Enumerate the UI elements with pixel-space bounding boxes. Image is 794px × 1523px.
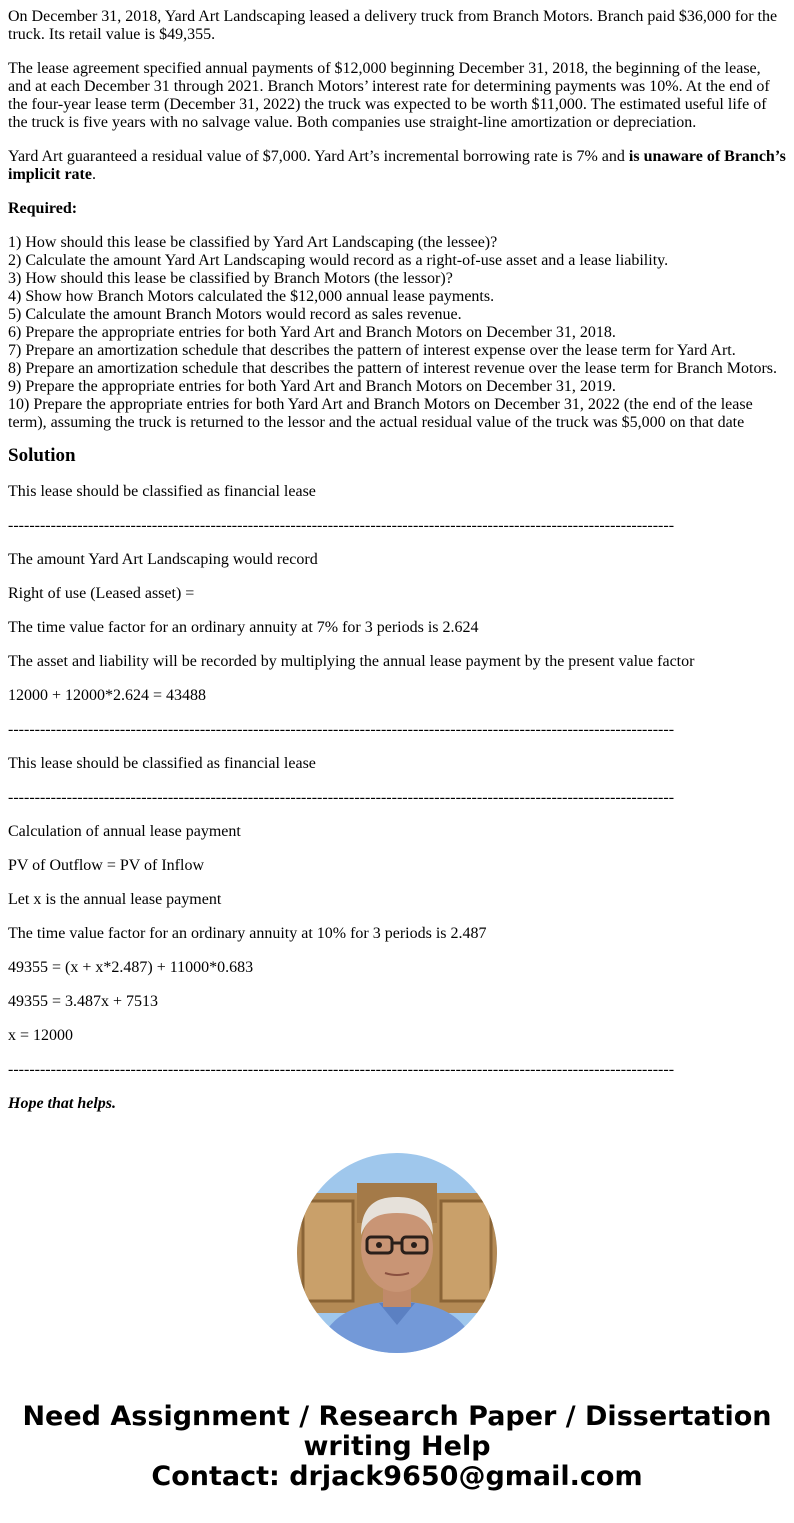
solution-line: The asset and liability will be recorded by multiplying the annual lease payment by the present value factor: [8, 653, 695, 670]
required-item: 8) Prepare an amortization schedule that describes the pattern of interest revenue over the lease term for Branch Motors.: [8, 360, 778, 377]
promo-banner: [0, 1402, 794, 1492]
solution-line: x = 12000: [8, 1027, 74, 1044]
required-item: 4) Show how Branch Motors calculated the $12,000 annual lease payments.: [8, 288, 495, 305]
required-item: 5) Calculate the amount Branch Motors would record as sales revenue.: [8, 306, 462, 323]
required-item: 7) Prepare an amortization schedule that describes the pattern of interest expense over the lease term for Yard Art.: [8, 342, 736, 359]
solution-line: Calculation of annual lease payment: [8, 823, 241, 840]
required-item: 1) How should this lease be classified by Yard Art Landscaping (the lessee)?: [8, 234, 498, 251]
required-label: Required:: [8, 200, 78, 217]
solution-line: 12000 + 12000*2.624 = 43488: [8, 687, 207, 704]
author-portrait-icon: [297, 1153, 497, 1353]
solution-line: The time value factor for an ordinary annuity at 10% for 3 periods is 2.487: [8, 925, 487, 942]
solution-line: PV of Outflow = PV of Inflow: [8, 857, 204, 874]
guarantee-text: Yard Art guaranteed a residual value of $7,000. Yard Art’s incremental borrowing rate is 7% and: [8, 148, 629, 165]
required-item: 9) Prepare the appropriate entries for both Yard Art and Branch Motors on December 31, 2019.: [8, 378, 616, 395]
solution-line: The time value factor for an ordinary annuity at 7% for 3 periods is 2.624: [8, 619, 479, 636]
promo-line: writing Help: [303, 1431, 491, 1462]
promo-line: Need Assignment / Research Paper / Dissertation: [22, 1401, 772, 1432]
divider: -----------------------------------------------------------------------------------------------------------------------------: [8, 721, 675, 738]
closing-line: Hope that helps.: [8, 1095, 117, 1112]
divider: -----------------------------------------------------------------------------------------------------------------------------: [8, 789, 675, 806]
divider: -----------------------------------------------------------------------------------------------------------------------------: [8, 1061, 675, 1078]
guarantee-end: .: [91, 166, 96, 183]
required-list: [8, 234, 786, 432]
solution-line: Let x is the annual lease payment: [8, 891, 222, 908]
required-item: 6) Prepare the appropriate entries for both Yard Art and Branch Motors on December 31, 2018.: [8, 324, 616, 341]
required-item: 3) How should this lease be classified by Branch Motors (the lessor)?: [8, 270, 453, 287]
solution-heading: Solution: [8, 445, 76, 466]
required-item: 10) Prepare the appropriate entries for both Yard Art and Branch Motors on December 31, 2022 (the end of the lease term), assuming the truck is returned to the lessor and the actual residual value of the truck was $5,000 on that date: [8, 396, 753, 431]
solution-line: 49355 = 3.487x + 7513: [8, 993, 159, 1010]
problem-guarantee: [8, 148, 786, 184]
solution-line: This lease should be classified as financial lease: [8, 483, 316, 500]
solution-line: The amount Yard Art Landscaping would record: [8, 551, 318, 568]
author-avatar: [297, 1153, 497, 1353]
guarantee-emphasis: is unaware of Branch’s implicit rate: [8, 148, 786, 183]
problem-intro: On December 31, 2018, Yard Art Landscaping leased a delivery truck from Branch Motors. Branch paid $36,000 for the truck. Its retail value is $49,355.: [8, 8, 778, 43]
solution-line: This lease should be classified as financial lease: [8, 755, 316, 772]
required-item: 2) Calculate the amount Yard Art Landscaping would record as a right-of-use asset and a lease liability.: [8, 252, 669, 269]
problem-terms: The lease agreement specified annual payments of $12,000 beginning December 31, 2018, the beginning of the lease, and at each December 31 through 2021. Branch Motors’ interest rate for determining payments was 10%. At the end of the four-year lease term (December 31, 2022) the truck was expected to be worth $11,000. The estimated useful life of the truck is five years with no salvage value. Both companies use straight-line amortization or depreciation.: [8, 60, 770, 131]
divider: -----------------------------------------------------------------------------------------------------------------------------: [8, 517, 675, 534]
solution-line: 49355 = (x + x*2.487) + 11000*0.683: [8, 959, 254, 976]
solution-line: Right of use (Leased asset) =: [8, 585, 195, 602]
promo-contact: Contact: drjack9650@gmail.com: [151, 1461, 643, 1492]
